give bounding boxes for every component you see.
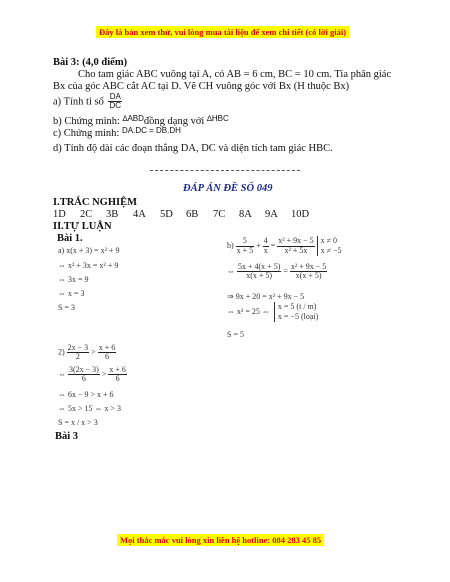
eq-b-label: b): [227, 240, 234, 250]
mc-answer: 4A: [133, 209, 146, 220]
fraction-denominator: 6: [115, 374, 120, 384]
problem-text-line1: Cho tam giác ABC vuông tại A, có AB = 6 cm, BC = 10 cm. Tia phân giác: [78, 69, 392, 80]
fraction-denominator: x(x + 5): [246, 271, 273, 281]
fraction: [237, 263, 281, 281]
fraction: [290, 263, 327, 281]
eq-b-line1: [227, 236, 342, 256]
greater-sign: >: [91, 347, 96, 357]
eq-b-line4-lhs: ⇔ x² = 25 ⇔: [227, 306, 270, 316]
section-multiple-choice: I.TRẮC NGHIỆM: [53, 197, 138, 208]
fraction-denominator: 2: [75, 352, 80, 362]
preview-banner: Đây là bản xem thử, vui lòng mua tài liệu để xem chi tiết (có lời giải): [96, 26, 349, 38]
problem-title: Bài 3: (4,0 điểm): [53, 57, 128, 68]
question-a-label: a) Tính tỉ số: [53, 96, 104, 108]
similar-text: đồng dạng với: [143, 116, 205, 127]
fraction-numerator: 2x − 3: [67, 343, 89, 352]
fraction-numerator: 3(2x − 3): [69, 365, 99, 374]
greater-sign: >: [101, 369, 107, 379]
eq-a-line5: S = 3: [58, 303, 75, 312]
mc-answer: 7C: [213, 209, 226, 220]
solution-1: x = 5 (t / m): [277, 302, 317, 311]
equivalence-sign: ⇔: [227, 266, 235, 276]
solution-brace: [274, 302, 318, 322]
exercise-1-heading: Bài 1.: [57, 233, 83, 244]
fraction-denominator: x² + 5x: [284, 245, 308, 255]
equals-sign: =: [283, 266, 288, 276]
mc-answer: 8A: [239, 209, 252, 220]
question-c: [53, 128, 181, 139]
eq-a-line2: ⇔ x² + 3x = x² + 9: [58, 261, 119, 270]
ineq-line5: S = x / x > 3: [58, 418, 98, 427]
mc-answer: 2C: [80, 209, 93, 220]
fraction: [263, 237, 269, 255]
ineq-line4: ⇔ 5x > 15 ⇔ x > 3: [58, 404, 122, 413]
fraction-denominator: 6: [104, 352, 109, 362]
eq-b-line4: [227, 302, 318, 322]
fraction-numerator: 5: [236, 237, 255, 246]
product-expression: DA.DC = DB.DH: [121, 126, 181, 135]
triangle-hbc: ∆HBC: [206, 114, 229, 123]
fraction: [68, 366, 100, 384]
mc-answer: 10D: [291, 209, 310, 220]
answer-title: ĐÁP ÁN ĐỀ SỐ 049: [183, 183, 273, 194]
problem-text-line2: Bx của góc ABC cắt AC tại D. Vẽ CH vuông góc với Bx (H thuộc Bx): [53, 81, 350, 92]
ineq-line2: [58, 366, 127, 384]
separator-line: [150, 170, 300, 171]
question-c-label: c) Chứng minh:: [53, 128, 120, 139]
fraction-numerator: 5x + 4(x + 5): [238, 262, 281, 271]
ratio-numerator: DA: [109, 92, 121, 101]
exercise-3-heading: Bài 3: [55, 431, 79, 442]
eq-a-line1: a) x(x + 3) = x² + 9: [58, 246, 120, 255]
fraction-numerator: x + 6: [109, 365, 126, 374]
condition-2: x ≠ −5: [320, 246, 342, 255]
eq-b-line5: S = 5: [227, 330, 244, 339]
mc-answer: 9A: [265, 209, 278, 220]
section-essay: II.TỰ LUẬN: [53, 221, 112, 232]
condition-1: x ≠ 0: [320, 236, 338, 245]
fraction: [67, 344, 90, 362]
plus-sign: +: [256, 240, 261, 250]
ineq-label: 2): [58, 347, 65, 357]
solution-2: x = −5 (loại): [277, 312, 319, 321]
eq-b-line3: ⇒ 9x + 20 = x² + 9x − 5: [227, 292, 305, 301]
hotline-banner: Mọi thắc mắc vui lòng xin liên hệ hotline: 084 283 45 85: [117, 534, 324, 546]
condition-brace: [317, 236, 342, 256]
ineq-line1: [58, 344, 116, 362]
ratio-fraction: [108, 93, 122, 111]
eq-b-line2: [227, 263, 327, 281]
fraction-numerator: x + 6: [98, 343, 116, 352]
mc-answer: 5D: [160, 209, 173, 220]
eq-a-line3: ⇔ 3x = 9: [58, 275, 89, 284]
mc-answer: 3B: [106, 209, 119, 220]
fraction-numerator: x² + 9x − 5: [278, 236, 314, 246]
fraction: [236, 237, 255, 255]
question-b-label: b) Chứng minh:: [53, 116, 120, 127]
equivalence-sign: ⇔: [58, 369, 66, 379]
fraction-numerator: 4: [263, 236, 268, 246]
mc-answer: 1D: [53, 209, 66, 220]
fraction-denominator: x(x + 5): [295, 271, 322, 281]
question-d: d) Tính độ dài các đoạn thẳng DA, DC và diện tích tam giác HBC.: [53, 143, 333, 154]
ineq-line3: ⇔ 6x − 9 > x + 6: [58, 390, 114, 399]
ratio-denominator: DC: [109, 101, 122, 111]
mc-answer: 6B: [186, 209, 199, 220]
equals-sign: =: [270, 240, 276, 250]
question-a: [53, 93, 122, 111]
eq-a-line4: ⇔ x = 3: [58, 289, 85, 298]
fraction: [108, 366, 127, 384]
triangle-abd: ∆ABD: [122, 114, 144, 123]
fraction-denominator: x + 5: [236, 245, 254, 255]
fraction-denominator: x: [263, 245, 268, 255]
fraction-numerator: x² + 9x − 5: [290, 262, 327, 271]
fraction-denominator: 6: [81, 374, 86, 384]
fraction: [277, 237, 314, 255]
fraction: [98, 344, 117, 362]
